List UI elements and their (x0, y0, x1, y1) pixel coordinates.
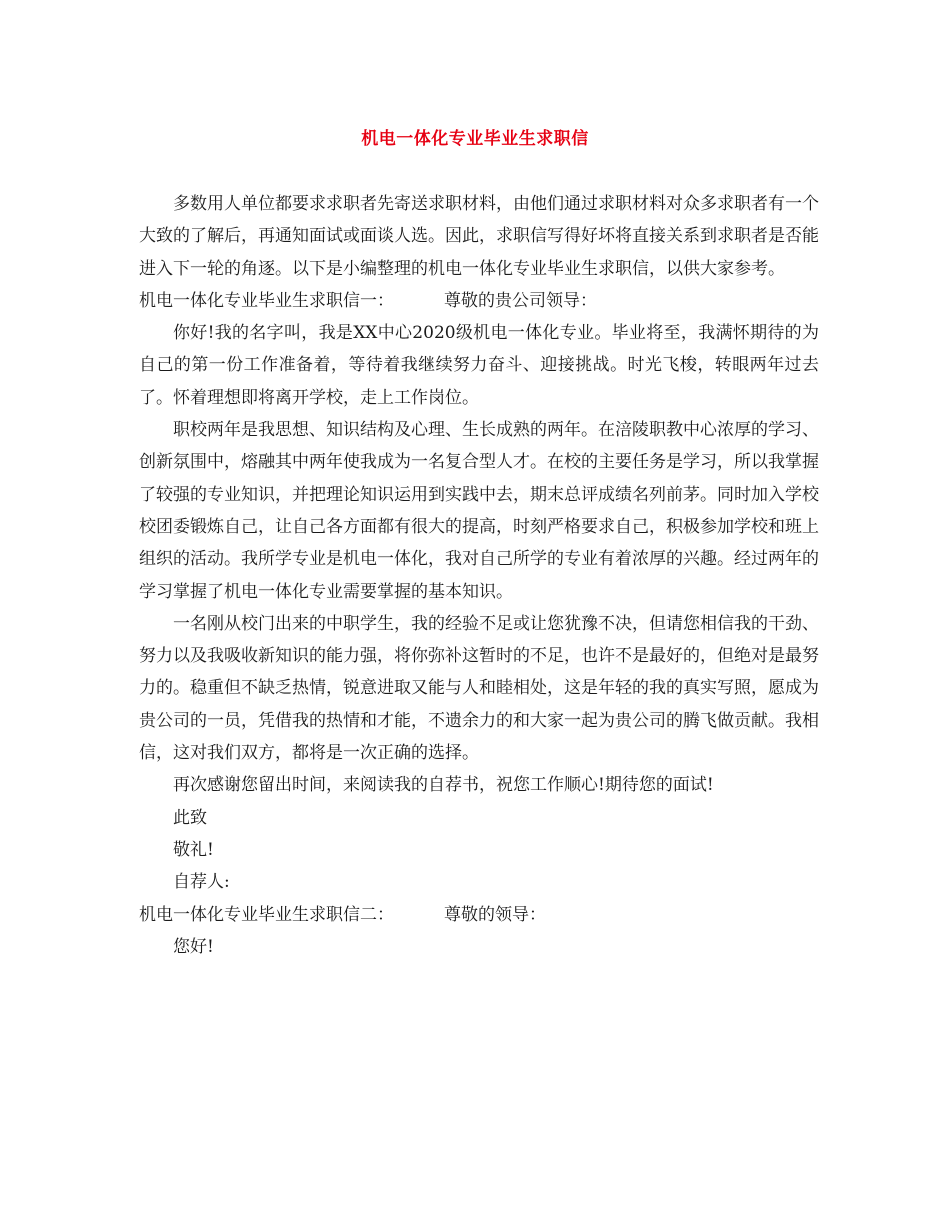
letter1-paragraph-3: 一名刚从校门出来的中职学生，我的经验不足或让您犹豫不决，但请您相信我的干劲、努力以及我吸收新知识的能力强，将你弥补这暂时的不足，也许不是最好的，但绝对是最努力的。稳重但不缺乏热情，锐意进取又能与人和睦相处，这是年轻的我的真实写照，愿成为贵公司的一员，凭借我的热情和才能，不遗余力的和大家一起为贵公司的腾飞做贡献。我相信，这对我们双方，都将是一次正确的选择。 (139, 613, 819, 764)
letter1-closing-2: 敬礼! (173, 839, 214, 860)
letter1-heading-line (139, 285, 819, 317)
letter2-heading-line (139, 899, 819, 931)
letter2-salutation: 尊敬的领导： (444, 904, 546, 925)
letter1-paragraph-1: 你好!我的名字叫，我是XX中心2020级机电一体化专业。毕业将至，我满怀期待的为自己的第一份工作准备着，等待着我继续努力奋斗、迎接挑战。时光飞梭，转眼两年过去了。怀着理想即将离开学校，走上工作岗位。 (139, 323, 819, 408)
letter1-closing-1: 此致 (173, 807, 207, 828)
letter2-heading: 机电一体化专业毕业生求职信二： (139, 904, 394, 925)
letter1-paragraph-2: 职校两年是我思想、知识结构及心理、生长成熟的两年。在涪陵职教中心浓厚的学习、创新氛围中，熔融其中两年使我成为一名复合型人才。在校的主要任务是学习，所以我掌握了较强的专业知识，并把理论知识运用到实践中去，期末总评成绩名列前茅。同时加入学校校团委锻炼自己，让自己各方面都有很大的提高，时刻严格要求自己，积极参加学校和班上组织的活动。我所学专业是机电一体化，我对自己所学的专业有着浓厚的兴趣。经过两年的学习掌握了机电一体化专业需要掌握的基本知识。 (139, 420, 819, 602)
letter1-salutation: 尊敬的贵公司领导： (444, 290, 597, 311)
letter2-greeting: 您好! (173, 936, 214, 957)
document-title: 机电一体化专业毕业生求职信 (361, 129, 589, 149)
intro-paragraph: 多数用人单位都要求求职者先寄送求职材料，由他们通过求职材料对众多求职者有一个大致的了解后，再通知面试或面谈人选。因此，求职信写得好坏将直接关系到求职者是否能进入下一轮的角逐。以下是小编整理的机电一体化专业毕业生求职信，以供大家参考。 (139, 194, 819, 279)
letter1-paragraph-4: 再次感谢您留出时间，来阅读我的自荐书，祝您工作顺心!期待您的面试! (173, 775, 714, 796)
document-body (139, 188, 819, 963)
letter1-signature: 自荐人: (173, 872, 230, 893)
letter1-heading: 机电一体化专业毕业生求职信一： (139, 290, 394, 311)
